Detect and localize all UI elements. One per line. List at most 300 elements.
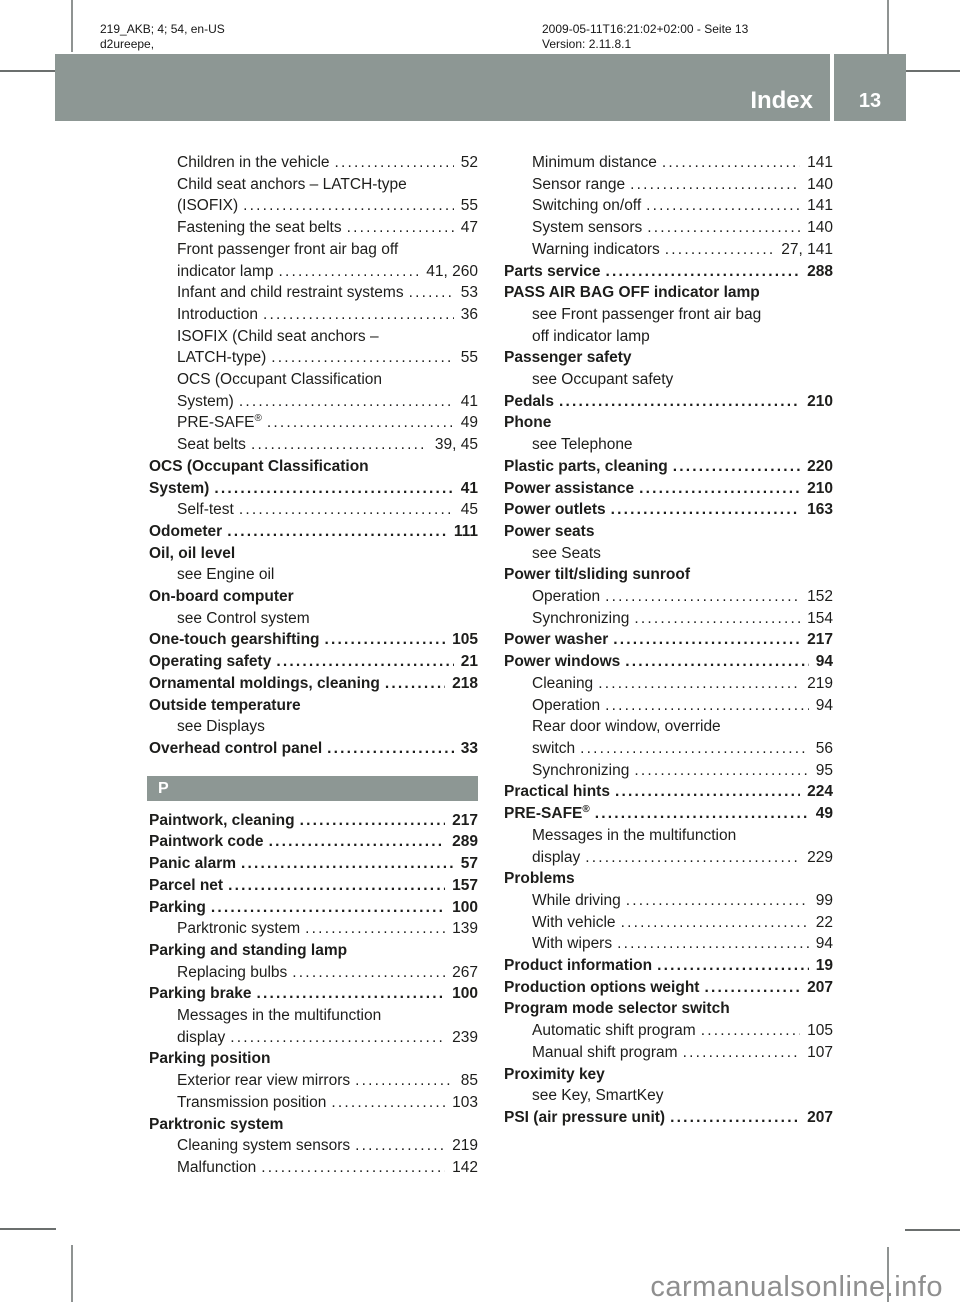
dot-leader bbox=[331, 1092, 445, 1114]
index-entry-line bbox=[502, 326, 833, 348]
print-meta-line: d2ureepe, bbox=[100, 36, 155, 51]
index-entry bbox=[502, 716, 833, 759]
dot-leader bbox=[327, 738, 454, 760]
entry-text: Switching on/off bbox=[532, 197, 642, 215]
index-entry bbox=[147, 1157, 478, 1179]
entry-text: see Displays bbox=[177, 718, 265, 736]
index-entry-line bbox=[147, 1135, 478, 1157]
entry-text: Oil, oil level bbox=[149, 544, 236, 562]
entry-text: Passenger safety bbox=[504, 349, 632, 367]
index-entry-line bbox=[502, 738, 833, 760]
entry-text: Problems bbox=[504, 870, 575, 888]
entry-text: Introduction bbox=[177, 305, 258, 323]
index-entry-line bbox=[147, 1048, 478, 1070]
index-entry bbox=[147, 543, 478, 565]
index-entry-line bbox=[147, 586, 478, 608]
header-bar bbox=[55, 54, 830, 121]
index-entry bbox=[502, 217, 833, 239]
index-entry-line bbox=[502, 673, 833, 695]
index-entry-line bbox=[502, 456, 833, 478]
dot-leader bbox=[239, 391, 454, 413]
index-entry-line bbox=[502, 521, 833, 543]
entry-text: display bbox=[532, 848, 581, 866]
dot-leader bbox=[228, 875, 445, 897]
print-meta-line: 219_AKB; 4; 54, en-US bbox=[100, 22, 225, 36]
entry-text: Warning indicators bbox=[532, 240, 660, 258]
index-entry-line bbox=[147, 738, 478, 760]
entry-text: Program mode selector switch bbox=[504, 1000, 730, 1018]
dot-leader bbox=[355, 1135, 445, 1157]
page-number: 219 bbox=[452, 1137, 478, 1155]
page-number: 100 bbox=[452, 898, 478, 916]
page-number: 229 bbox=[807, 848, 833, 866]
index-entry-line bbox=[147, 608, 478, 630]
dot-leader bbox=[211, 897, 445, 919]
index-entry bbox=[502, 543, 833, 565]
index-entry bbox=[502, 434, 833, 456]
print-meta-line: 2009-05-11T16:21:02+02:00 - Seite 13 bbox=[542, 22, 749, 36]
dot-leader bbox=[243, 195, 454, 217]
index-entry bbox=[147, 282, 478, 304]
entry-text: Practical hints bbox=[504, 783, 610, 801]
dot-leader bbox=[239, 499, 454, 521]
index-entry-line bbox=[502, 955, 833, 977]
entry-text: While driving bbox=[532, 891, 621, 909]
index-entry bbox=[147, 434, 478, 456]
index-entry bbox=[502, 825, 833, 868]
index-entry bbox=[502, 521, 833, 543]
index-entry-line bbox=[147, 1070, 478, 1092]
index-column-right bbox=[502, 152, 833, 1129]
index-entry-line bbox=[147, 918, 478, 940]
page-number: 210 bbox=[807, 392, 833, 410]
page-number: 140 bbox=[807, 175, 833, 193]
page-number: 140 bbox=[807, 219, 833, 237]
index-entry bbox=[502, 608, 833, 630]
index-entry bbox=[502, 152, 833, 174]
page-number: 105 bbox=[807, 1022, 833, 1040]
index-entry-line bbox=[147, 629, 478, 651]
page-number: 33 bbox=[460, 739, 478, 757]
dot-leader bbox=[305, 918, 445, 940]
index-entry bbox=[502, 174, 833, 196]
index-entry-line bbox=[502, 261, 833, 283]
index-column-left bbox=[147, 152, 478, 1179]
dot-leader bbox=[355, 1070, 454, 1092]
entry-text: Front passenger front air bag off bbox=[177, 240, 399, 258]
page-number: 219 bbox=[807, 674, 833, 692]
page-number: 107 bbox=[807, 1043, 833, 1061]
index-entry-line bbox=[502, 781, 833, 803]
page-number: 52 bbox=[460, 154, 478, 171]
index-entry bbox=[502, 369, 833, 391]
index-entry-line bbox=[502, 608, 833, 630]
index-entry bbox=[147, 831, 478, 853]
index-entry-line bbox=[147, 499, 478, 521]
entry-text: Fastening the seat belts bbox=[177, 219, 342, 237]
registered-trademark-symbol: ® bbox=[254, 413, 262, 425]
index-entry bbox=[147, 152, 478, 174]
dot-leader bbox=[214, 478, 453, 500]
index-entry-line bbox=[147, 239, 478, 261]
index-entry-line bbox=[147, 897, 478, 919]
index-entry bbox=[147, 564, 478, 586]
index-entry-line bbox=[502, 586, 833, 608]
page-number: 100 bbox=[452, 985, 478, 1003]
dot-leader bbox=[263, 304, 454, 326]
page-number: 141 bbox=[807, 197, 833, 215]
entry-text: see Key, SmartKey bbox=[532, 1087, 664, 1105]
entry-text: With vehicle bbox=[532, 913, 616, 931]
page-number: 21 bbox=[460, 653, 478, 671]
index-entry bbox=[502, 456, 833, 478]
entry-text: Self-test bbox=[177, 501, 234, 519]
print-meta-line: Version: 2.11.8.1 bbox=[542, 36, 632, 51]
page-number: 163 bbox=[807, 501, 833, 519]
index-entry bbox=[147, 853, 478, 875]
index-entry bbox=[502, 912, 833, 934]
index-entry-line bbox=[147, 261, 478, 283]
index-entry bbox=[502, 955, 833, 977]
page-number: 55 bbox=[460, 197, 478, 215]
dot-leader bbox=[325, 629, 446, 651]
index-entry bbox=[147, 326, 478, 369]
dot-leader bbox=[261, 1157, 445, 1179]
index-entry-line bbox=[502, 478, 833, 500]
dot-leader bbox=[673, 456, 800, 478]
entry-text: Parts service bbox=[504, 262, 601, 280]
index-entry-line bbox=[147, 434, 478, 456]
entry-text: Sensor range bbox=[532, 175, 626, 193]
entry-text: Transmission position bbox=[177, 1093, 327, 1111]
page-number: 41 bbox=[460, 479, 478, 497]
page-number: 94 bbox=[815, 653, 833, 671]
dot-leader bbox=[606, 261, 801, 283]
index-entry-line bbox=[502, 239, 833, 261]
page-number: 45 bbox=[460, 501, 478, 519]
index-entry-line bbox=[502, 803, 833, 825]
page-number: 56 bbox=[815, 739, 833, 757]
entry-text: Automatic shift program bbox=[532, 1022, 696, 1040]
index-entry bbox=[502, 868, 833, 890]
index-entry bbox=[502, 651, 833, 673]
index-entry bbox=[502, 478, 833, 500]
index-entry-line bbox=[502, 174, 833, 196]
page-number: 239 bbox=[452, 1028, 478, 1046]
page-number: 111 bbox=[453, 522, 478, 540]
page-number: 207 bbox=[807, 978, 833, 996]
index-entry bbox=[147, 738, 478, 760]
entry-text: Parktronic system bbox=[177, 920, 301, 938]
page-number: 94 bbox=[815, 935, 833, 953]
index-entry-line bbox=[502, 282, 833, 304]
index-entry-line bbox=[502, 629, 833, 651]
entry-text: see Seats bbox=[532, 544, 601, 562]
entry-text: Overhead control panel bbox=[149, 739, 323, 757]
dot-leader bbox=[257, 983, 446, 1005]
section-letter: P bbox=[158, 779, 169, 797]
page-number: 49 bbox=[815, 805, 833, 823]
entry-text: Replacing bulbs bbox=[177, 963, 288, 981]
entry-text: OCS (Occupant Classification bbox=[177, 371, 383, 389]
dot-leader bbox=[646, 195, 800, 217]
index-entry-line bbox=[147, 564, 478, 586]
entry-text: Manual shift program bbox=[532, 1043, 678, 1061]
page-number: 139 bbox=[452, 920, 478, 938]
entry-text: Parking position bbox=[149, 1050, 271, 1068]
entry-text: Malfunction bbox=[177, 1158, 257, 1176]
index-entry-line bbox=[147, 369, 478, 391]
index-entry bbox=[147, 1135, 478, 1157]
dot-leader bbox=[347, 217, 454, 239]
index-entry-line bbox=[502, 760, 833, 782]
index-entry bbox=[502, 1042, 833, 1064]
entry-text: Seat belts bbox=[177, 436, 246, 454]
entry-text: Parking bbox=[149, 898, 206, 916]
entry-text: see Control system bbox=[177, 609, 310, 627]
index-entry-line bbox=[502, 412, 833, 434]
watermark: carmanualsonline.info bbox=[650, 1271, 943, 1303]
entry-text: Phone bbox=[504, 414, 552, 432]
index-entry-line bbox=[502, 304, 833, 326]
entry-text: Rear door window, override bbox=[532, 718, 721, 736]
entry-text: One-touch gearshifting bbox=[149, 631, 320, 649]
dot-leader bbox=[617, 933, 809, 955]
page-number: 289 bbox=[452, 833, 478, 851]
index-entry-line bbox=[147, 282, 478, 304]
index-entry bbox=[502, 564, 833, 586]
index-entry-line bbox=[502, 217, 833, 239]
page-number: 217 bbox=[452, 811, 478, 829]
print-meta-left bbox=[100, 22, 225, 51]
entry-text: Production options weight bbox=[504, 978, 700, 996]
page-number: 53 bbox=[460, 284, 478, 302]
index-entry bbox=[147, 918, 478, 940]
page-number: 41, 260 bbox=[426, 262, 478, 280]
index-entry bbox=[147, 673, 478, 695]
page-number: 85 bbox=[460, 1072, 478, 1090]
index-entry bbox=[502, 586, 833, 608]
dot-leader bbox=[662, 152, 800, 174]
index-entry-line bbox=[147, 391, 478, 413]
dot-leader bbox=[580, 738, 809, 760]
page-number-box bbox=[834, 54, 906, 121]
index-entry-line bbox=[502, 695, 833, 717]
dot-leader bbox=[615, 781, 800, 803]
dot-leader bbox=[657, 955, 809, 977]
entry-text: LATCH-type) bbox=[177, 349, 267, 367]
index-entry bbox=[502, 261, 833, 283]
dot-leader bbox=[683, 1042, 801, 1064]
page-number: 95 bbox=[815, 761, 833, 779]
index-entry-line bbox=[502, 1064, 833, 1086]
index-entry-line bbox=[502, 977, 833, 999]
index-entry-line bbox=[502, 716, 833, 738]
index-entry-line bbox=[502, 847, 833, 869]
page-number: 55 bbox=[460, 349, 478, 367]
index-entry-line bbox=[147, 810, 478, 832]
page-number: 49 bbox=[460, 414, 478, 432]
index-entry-line bbox=[502, 347, 833, 369]
index-entry bbox=[147, 412, 478, 434]
page-number: 217 bbox=[807, 631, 833, 649]
header-page-number: 13 bbox=[858, 90, 882, 112]
index-entry-line bbox=[147, 831, 478, 853]
index-entry-line bbox=[147, 412, 478, 434]
entry-text: Cleaning bbox=[532, 674, 594, 692]
index-entry bbox=[502, 282, 833, 304]
index-entry-line bbox=[147, 1114, 478, 1136]
index-entry-line bbox=[502, 564, 833, 586]
dot-leader bbox=[639, 478, 800, 500]
crop-mark-bottom-left-horizontal bbox=[0, 1228, 56, 1230]
index-entry bbox=[147, 174, 478, 217]
dot-leader bbox=[670, 1107, 800, 1129]
index-entry bbox=[147, 1070, 478, 1092]
index-entry bbox=[502, 1107, 833, 1129]
index-entry bbox=[147, 1114, 478, 1136]
index-entry-line bbox=[147, 695, 478, 717]
index-entry-line bbox=[147, 195, 478, 217]
crop-mark-top-right-vertical bbox=[887, 0, 889, 54]
index-entry-line bbox=[502, 1085, 833, 1107]
entry-text: Power windows bbox=[504, 653, 621, 671]
entry-text: Exterior rear view mirrors bbox=[177, 1072, 351, 1090]
registered-trademark-symbol: ® bbox=[582, 803, 590, 815]
index-entry bbox=[147, 716, 478, 738]
index-entry-line bbox=[147, 521, 478, 543]
index-entry-line bbox=[502, 195, 833, 217]
page-number: 57 bbox=[460, 855, 478, 873]
crop-mark-top-left-vertical bbox=[71, 0, 73, 52]
dot-leader bbox=[626, 890, 809, 912]
entry-text: Panic alarm bbox=[149, 855, 237, 873]
section-letter-bar bbox=[147, 776, 478, 801]
index-entry-line bbox=[147, 651, 478, 673]
entry-text: Child seat anchors – LATCH-type bbox=[177, 175, 407, 193]
entry-text: Product information bbox=[504, 957, 653, 975]
index-entry bbox=[147, 897, 478, 919]
index-entry bbox=[147, 1048, 478, 1070]
page-number: 142 bbox=[452, 1158, 478, 1176]
entry-text: see Occupant safety bbox=[532, 371, 674, 389]
dot-leader bbox=[621, 912, 809, 934]
index-entry bbox=[502, 673, 833, 695]
dot-leader bbox=[613, 629, 800, 651]
entry-text: Synchronizing bbox=[532, 761, 630, 779]
dot-leader bbox=[292, 962, 445, 984]
index-entry bbox=[147, 239, 478, 282]
entry-text: Operating safety bbox=[149, 653, 272, 671]
page-number: 94 bbox=[815, 696, 833, 714]
index-entry bbox=[147, 521, 478, 543]
entry-text: ISOFIX (Child seat anchors – bbox=[177, 327, 379, 345]
dot-leader bbox=[269, 831, 446, 853]
dot-leader bbox=[251, 434, 428, 456]
index-entry-line bbox=[147, 673, 478, 695]
index-entry-line bbox=[147, 716, 478, 738]
entry-text: (ISOFIX) bbox=[177, 197, 239, 215]
entry-text: Pedals bbox=[504, 392, 554, 410]
entry-text: Paintwork code bbox=[149, 833, 264, 851]
entry-text: System) bbox=[177, 392, 234, 410]
entry-text: Parking brake bbox=[149, 985, 252, 1003]
page-number: 99 bbox=[815, 891, 833, 909]
index-entry-line bbox=[502, 998, 833, 1020]
crop-mark-top-right-horizontal bbox=[905, 70, 960, 72]
entry-text: Ornamental moldings, cleaning bbox=[149, 674, 380, 692]
index-entry bbox=[147, 499, 478, 521]
dot-leader bbox=[276, 651, 453, 673]
index-entry-line bbox=[502, 543, 833, 565]
index-entry-line bbox=[502, 933, 833, 955]
dot-leader bbox=[335, 152, 454, 174]
page-number: 267 bbox=[452, 963, 478, 981]
entry-text: PSI (air pressure unit) bbox=[504, 1108, 666, 1126]
dot-leader bbox=[267, 412, 454, 434]
index-entry-line bbox=[502, 391, 833, 413]
dot-leader bbox=[611, 499, 800, 521]
entry-text: Power tilt/sliding sunroof bbox=[504, 566, 690, 584]
index-entry bbox=[502, 1064, 833, 1086]
page-number: 207 bbox=[807, 1108, 833, 1126]
index-entry bbox=[502, 499, 833, 521]
index-entry-line bbox=[147, 174, 478, 196]
index-entry-line bbox=[147, 1092, 478, 1114]
dot-leader bbox=[605, 586, 800, 608]
index-entry-line bbox=[502, 499, 833, 521]
index-entry-line bbox=[147, 543, 478, 565]
index-entry-line bbox=[147, 875, 478, 897]
index-entry-line bbox=[147, 983, 478, 1005]
index-entry bbox=[147, 875, 478, 897]
index-entry bbox=[502, 977, 833, 999]
index-entry bbox=[502, 890, 833, 912]
entry-text: System sensors bbox=[532, 219, 643, 237]
crop-mark-top-left-horizontal bbox=[0, 70, 55, 72]
dot-leader bbox=[630, 174, 800, 196]
page-number: 22 bbox=[815, 913, 833, 931]
page-number: 224 bbox=[807, 783, 833, 801]
entry-text: On-board computer bbox=[149, 588, 294, 606]
dot-leader bbox=[701, 1020, 800, 1042]
entry-text: see Engine oil bbox=[177, 566, 275, 584]
entry-text: With wipers bbox=[532, 935, 613, 953]
index-entry-line bbox=[502, 1042, 833, 1064]
entry-text: Power seats bbox=[504, 522, 595, 540]
dot-leader bbox=[227, 521, 447, 543]
page-number: 36 bbox=[460, 305, 478, 323]
index-entry-line bbox=[502, 912, 833, 934]
index-entry-line bbox=[147, 962, 478, 984]
entry-text: PRE-SAFE® bbox=[504, 803, 590, 823]
crop-mark-bottom-right-horizontal bbox=[905, 1229, 960, 1231]
dot-leader bbox=[665, 239, 774, 261]
index-entry-line bbox=[502, 890, 833, 912]
index-entry bbox=[147, 983, 478, 1005]
index-entry-line bbox=[502, 152, 833, 174]
index-entry bbox=[147, 304, 478, 326]
page-number: 39, 45 bbox=[434, 436, 478, 454]
index-entry bbox=[502, 412, 833, 434]
entry-text: Synchronizing bbox=[532, 609, 630, 627]
dot-leader bbox=[385, 673, 445, 695]
entry-text: Operation bbox=[532, 696, 601, 714]
dot-leader bbox=[634, 608, 800, 630]
page-number: 27, 141 bbox=[781, 240, 833, 258]
page-number: 152 bbox=[807, 588, 833, 606]
index-entry bbox=[502, 239, 833, 261]
